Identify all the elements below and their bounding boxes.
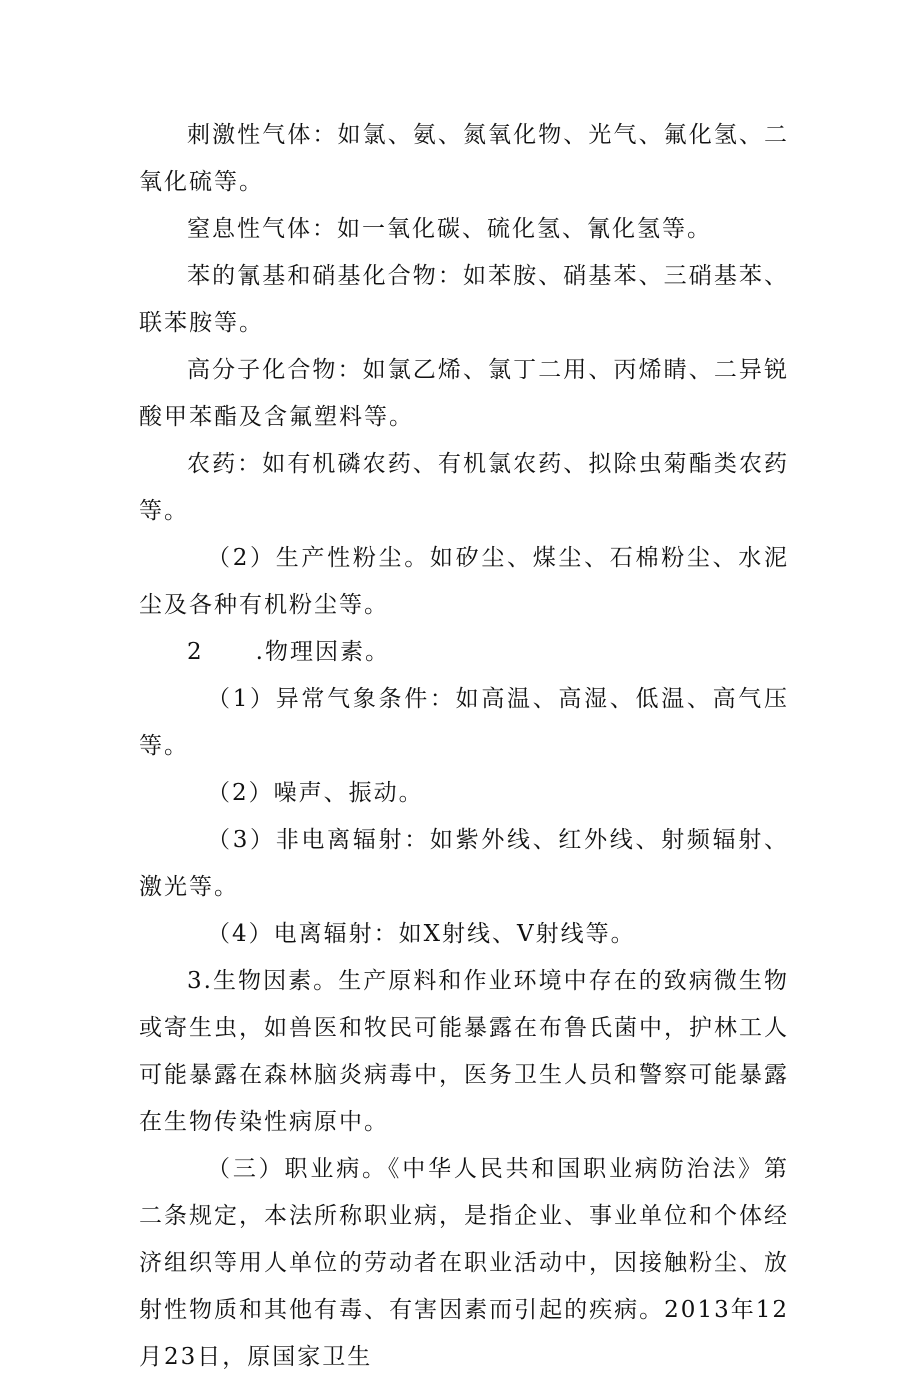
heading-physical-factors [139, 629, 789, 676]
paragraph-pesticides: 农药：如有机磷农药、有机氯农药、拟除虫菊酯类农药等。 [139, 451, 789, 524]
paragraph-abnormal-weather: （1）异常气象条件：如高温、高湿、低温、高气压等。 [139, 686, 789, 759]
paragraph-polymer-compounds: 高分子化合物：如氯乙烯、氯丁二用、丙烯睛、二异锐酸甲苯酯及含氟塑料等。 [139, 357, 789, 430]
paragraph-asphyxiant-gas: 窒息性气体：如一氧化碳、硫化氢、氰化氢等。 [187, 216, 712, 242]
document-body [139, 112, 789, 1381]
paragraph-occupational-disease: （三）职业病。《中华人民共和国职业病防治法》第二条规定，本法所称职业病，是指企业、事业单位和个体经济组织等用人单位的劳动者在职业活动中，因接触粉尘、放射性物质和其他有毒、有害因素而引起的疾病。2013年12月23日，原国家卫生 [139, 1156, 789, 1370]
paragraph-biological: 3.生物因素。生产原料和作业环境中存在的致病微生物或寄生虫，如兽医和牧民可能暴露在布鲁氏菌中，护林工人可能暴露在森林脑炎病毒中，医务卫生人员和警察可能暴露在生物传染性病原中。 [139, 968, 789, 1135]
paragraph-irritant-gas: 刺激性气体：如氯、氨、氮氧化物、光气、氟化氢、二氧化硫等。 [139, 122, 789, 195]
paragraph-productive-dust: （2）生产性粉尘。如矽尘、煤尘、石棉粉尘、水泥尘及各种有机粉尘等。 [139, 545, 789, 618]
paragraph-benzene-compounds: 苯的氰基和硝基化合物：如苯胺、硝基苯、三硝基苯、联苯胺等。 [139, 263, 789, 336]
paragraph-non-ionizing: （3）非电离辐射：如紫外线、红外线、射频辐射、激光等。 [139, 827, 789, 900]
paragraph-ionizing: （4）电离辐射：如X射线、V射线等。 [207, 921, 636, 947]
paragraph-noise-vibration: （2）噪声、振动。 [207, 780, 424, 806]
section-title: .物理因素。 [255, 639, 390, 665]
section-number: 2 [187, 639, 204, 665]
